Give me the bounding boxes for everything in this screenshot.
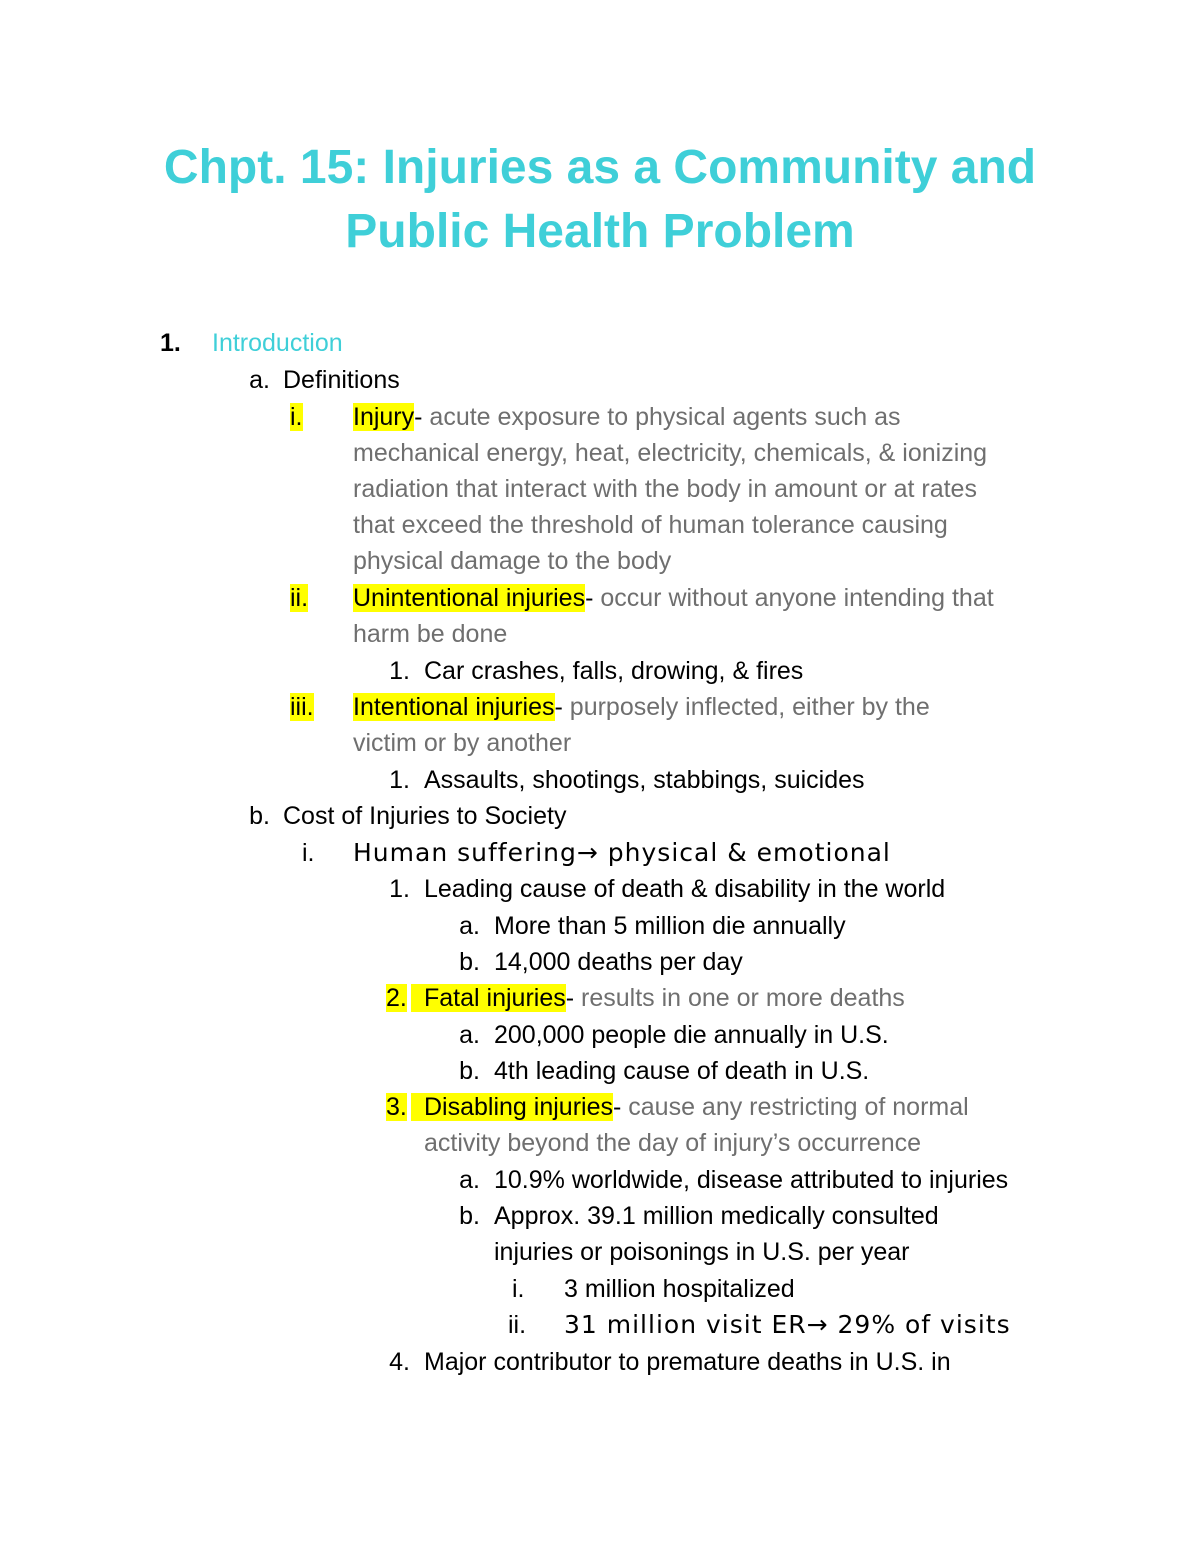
list-marker: ii. [290, 584, 309, 612]
definition-line: that exceed the threshold of human tolerance causing [353, 511, 948, 539]
list-marker: b. [249, 802, 270, 830]
list-item: Assaults, shootings, stabbings, suicides [424, 766, 865, 794]
list-marker: iii. [290, 693, 314, 721]
term-highlight: Fatal injuries [411, 984, 566, 1012]
list-marker: 1. [389, 657, 410, 685]
definition-line: physical damage to the body [353, 547, 672, 575]
definition-intentional: Intentional injuries- purposely inflected, either by the [353, 693, 930, 721]
list-item: Approx. 39.1 million medically consulted [494, 1202, 939, 1230]
list-marker: b. [459, 1202, 480, 1230]
definition-line: radiation that interact with the body in amount or at rates [353, 475, 977, 503]
list-item: 4th leading cause of death in U.S. [494, 1057, 870, 1085]
list-item: 14,000 deaths per day [494, 948, 743, 976]
definition-disabling: Disabling injuries- cause any restricting of normal [411, 1089, 969, 1125]
definition-fatal: Fatal injuries- results in one or more deaths [411, 980, 905, 1016]
page-title [0, 136, 1200, 264]
definition-line: activity beyond the day of injury’s occurrence [424, 1129, 922, 1157]
subsection-label: Definitions [283, 366, 400, 394]
list-item: 3 million hospitalized [564, 1275, 795, 1303]
list-item: Car crashes, falls, drowing, & fires [424, 657, 804, 685]
list-item: Major contributor to premature deaths in U.S. in [424, 1348, 951, 1376]
list-marker: i. [302, 839, 315, 867]
list-marker: i. [512, 1275, 525, 1303]
list-marker: i. [290, 403, 303, 431]
list-marker: a. [249, 366, 270, 394]
list-marker: 2. [386, 984, 407, 1012]
term-highlight: Injury [353, 403, 415, 431]
list-marker: b. [459, 1057, 480, 1085]
title-line-2: Public Health Problem [345, 205, 855, 258]
list-item: Leading cause of death & disability in the world [424, 875, 946, 903]
list-item: 200,000 people die annually in U.S. [494, 1021, 889, 1049]
list-item: More than 5 million die annually [494, 912, 846, 940]
list-marker: 1. [389, 875, 410, 903]
list-marker: 4. [389, 1348, 410, 1376]
definition-line: victim or by another [353, 729, 572, 757]
term-highlight: Disabling injuries [411, 1093, 613, 1121]
term-highlight: Intentional injuries [353, 693, 555, 721]
title-line-1: Chpt. 15: Injuries as a Community and [163, 141, 1037, 194]
list-marker: a. [459, 1166, 480, 1194]
list-marker: ii. [508, 1311, 527, 1339]
term-highlight: Unintentional injuries [353, 584, 586, 612]
definition-unintentional: Unintentional injuries- occur without anyone intending that [353, 584, 994, 612]
section-heading: Introduction [212, 329, 343, 357]
list-marker: b. [459, 948, 480, 976]
definition-line: harm be done [353, 620, 508, 648]
list-marker: a. [459, 1021, 480, 1049]
list-item: 31 million visit ER→ 29% of visits [564, 1310, 1011, 1339]
list-item: Human suffering→ physical & emotional [353, 838, 891, 867]
definition-line: mechanical energy, heat, electricity, chemicals, & ionizing [353, 439, 988, 467]
list-item: 10.9% worldwide, disease attributed to injuries [494, 1166, 1009, 1194]
list-marker: 3. [386, 1093, 407, 1121]
section-number: 1. [160, 329, 181, 357]
list-marker: a. [459, 912, 480, 940]
list-marker: 1. [389, 766, 410, 794]
subsection-label: Cost of Injuries to Society [283, 802, 567, 830]
definition-injury: Injury- acute exposure to physical agents such as [353, 403, 901, 431]
list-item: injuries or poisonings in U.S. per year [494, 1238, 910, 1266]
